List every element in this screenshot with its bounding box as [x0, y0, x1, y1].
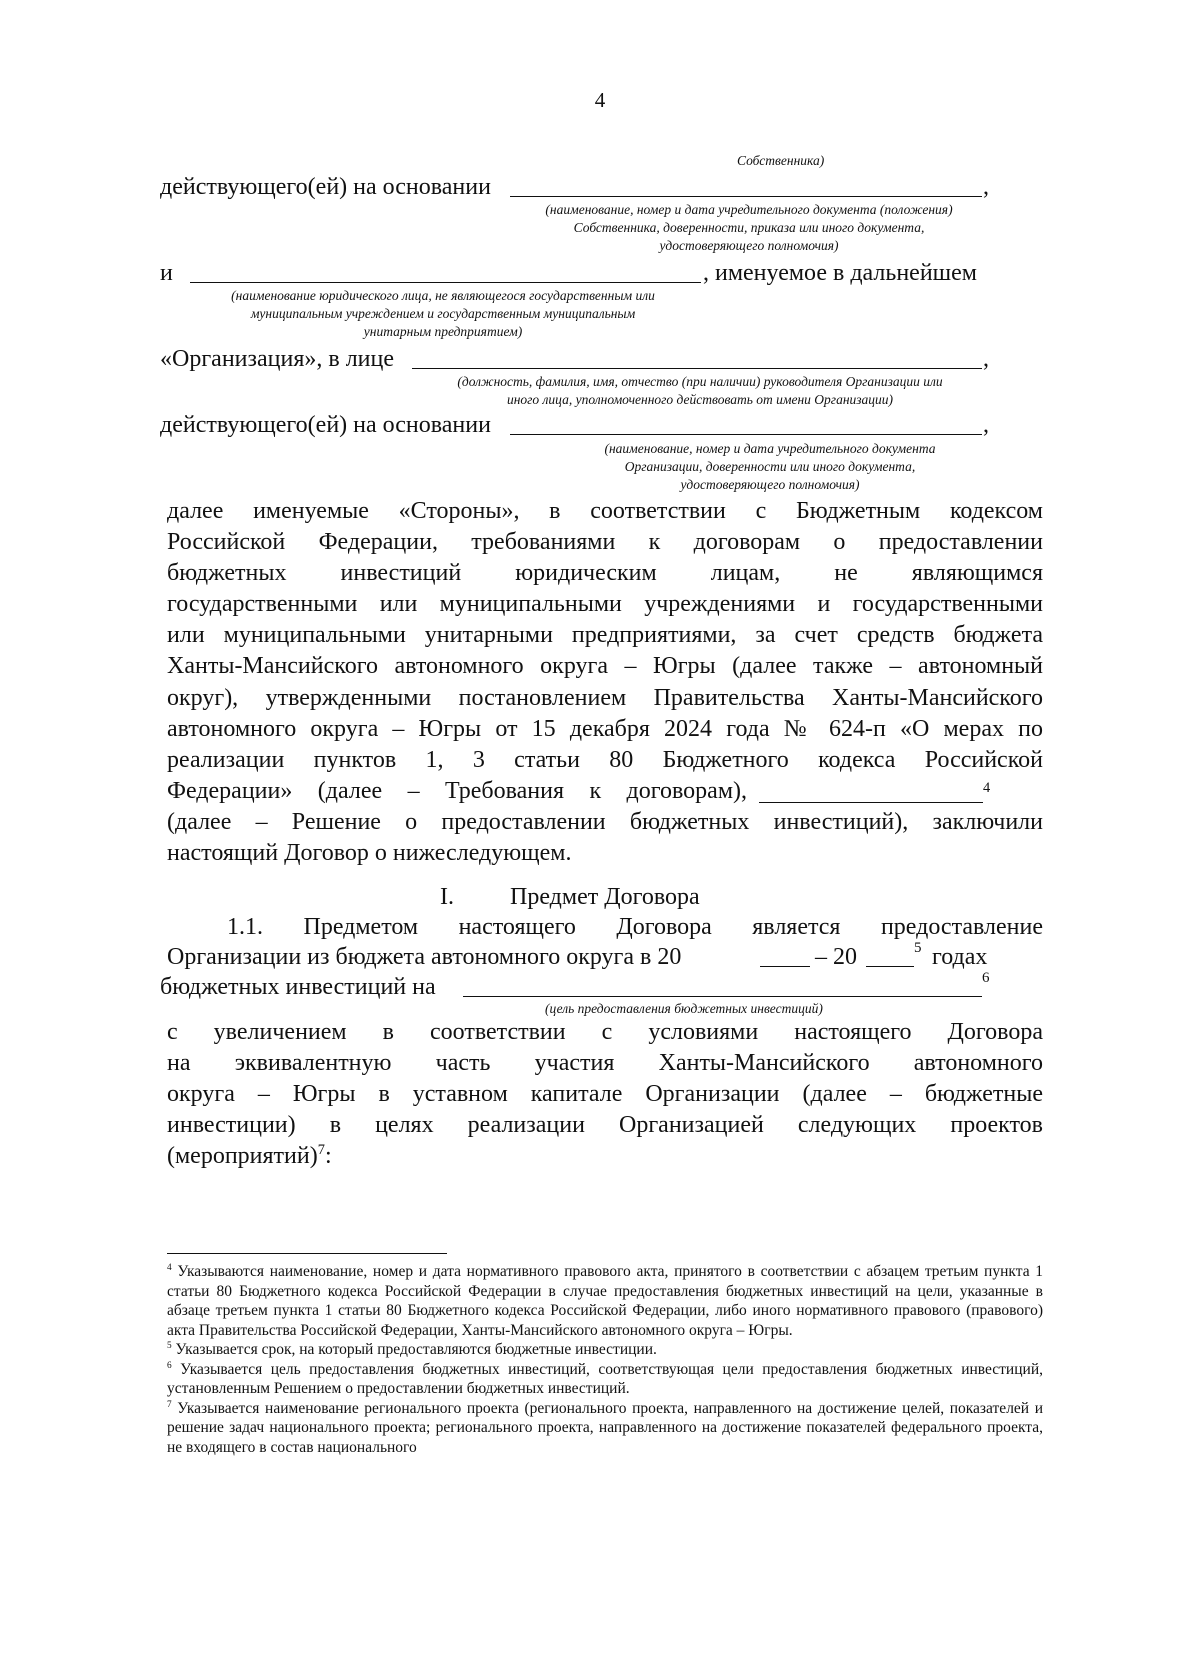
note-line: (наименование, номер и дата учредительного документа: [604, 441, 936, 456]
footnote-ref-7: 7: [317, 1142, 325, 1159]
investment-purpose-label: бюджетных инвестиций на: [160, 974, 436, 1000]
paragraph-line: [167, 1141, 1043, 1172]
investment-purpose-note: (цель предоставления бюджетных инвестиций): [545, 1001, 823, 1016]
note-line: Организации, доверенности или иного документа,: [624, 459, 916, 474]
organization-basis-field[interactable]: [510, 410, 982, 435]
footnote-text: Указывается срок, на который предоставляются бюджетные инвестиции.: [175, 1341, 657, 1358]
paragraph-line: реализации пунктов 1, 3 статьи 80 Бюджетного кодекса Российской: [167, 746, 1043, 773]
paragraph-line: округ), утвержденными постановлением Правительства Ханты-Мансийского: [167, 684, 1043, 711]
section-title: Предмет Договора: [510, 884, 700, 910]
hereinafter-suffix: , именуемое в дальнейшем: [703, 260, 977, 286]
page-number: 4: [594, 88, 606, 112]
paragraph-line: далее именуемые «Стороны», в соответствии с Бюджетным кодексом: [167, 498, 1043, 524]
footnote-ref-5: 5: [914, 940, 922, 956]
paragraph-line: автономного округа – Югры от 15 декабря 2024 года № 624-п «О мерах по: [167, 715, 1043, 742]
organization-basis-note: [560, 440, 980, 494]
footnote-ref-6: 6: [982, 970, 990, 986]
clause-1-1-continuation: [167, 1017, 1043, 1172]
organization-note: [178, 287, 708, 341]
projects-word: (мероприятий): [167, 1143, 318, 1170]
footnotes: [167, 1262, 1043, 1457]
parties-paragraph: [167, 496, 1043, 869]
basis-line-organization: действующего(ей) на основании: [160, 412, 491, 438]
paragraph-line: (далее – Решение о предоставлении бюджетных инвестиций), заключили: [167, 808, 1043, 835]
paragraph-line: инвестиции) в целях реализации Организацией следующих проектов: [167, 1112, 1043, 1139]
basis-document-field[interactable]: [510, 172, 982, 197]
footnote-mark: 5: [167, 1340, 172, 1351]
section-number: I.: [440, 884, 454, 910]
paragraph-line: округа – Югры в уставном капитале Организации (далее – бюджетные: [167, 1081, 1043, 1108]
note-line: Собственника, доверенности, приказа или иного документа,: [573, 220, 925, 235]
paragraph-line: настоящий Договор о нижеследующем.: [167, 839, 572, 866]
organization-person-label: «Организация», в лице: [160, 346, 395, 372]
comma: ,: [983, 412, 989, 438]
paragraph-line: Российской Федерации, требованиями к договорам о предоставлении: [167, 529, 1043, 556]
note-line: удостоверяющего полномочия): [659, 238, 839, 253]
footnote-7: [167, 1399, 1043, 1458]
note-line: муниципальным учреждением и государственным муниципальным: [250, 306, 636, 321]
footnote-mark: 4: [167, 1262, 172, 1273]
paragraph-line: на эквивалентную часть участия Ханты-Мансийского автономного: [167, 1050, 1043, 1077]
paragraph-line-with-blank: Федерации» (далее – Требования к договорам), 4: [167, 776, 1043, 807]
end-year-field[interactable]: [866, 942, 914, 967]
decision-act-field[interactable]: [759, 778, 983, 803]
paragraph-line: или муниципальными унитарными предприятиями, за счет средств бюджета: [167, 622, 1043, 649]
footnote-text: Указываются наименование, номер и дата нормативного правового акта, принятого в соответствии с абзацем третьим пункта 1 статьи 80 Бюджетного кодекса Российской Федерации в случае предоставления бюджетных инвестиций на цели, указанные в абзаце третьем пункта 1 статьи 80 Бюджетного кодекса Российской Федерации, либо иного нормативного правового (правового) акта Правительства Российской Федерации, Ханты-Мансийского автономного округа – Югры.: [167, 1263, 1044, 1339]
note-line: (наименование, номер и дата учредительного документа (положения): [545, 202, 953, 217]
note-line: иного лица, уполномоченного действовать от имени Организации): [506, 392, 894, 407]
basis-line-owner: [160, 172, 491, 202]
representative-note: [410, 373, 990, 409]
organization-name-field[interactable]: [190, 258, 701, 283]
clause-1-1-years-text: Организации из бюджета автономного округа в 20: [167, 944, 682, 970]
footnote-text: Указывается цель предоставления бюджетных инвестиций, соответствующая цели предоставления бюджетных инвестиций, установленным Решением о предоставлении бюджетных инвестиций.: [167, 1360, 1043, 1397]
footnote-4: [167, 1262, 1043, 1340]
footnote-mark: 6: [167, 1360, 172, 1371]
investment-purpose-field[interactable]: [463, 972, 982, 997]
note-line: (наименование юридического лица, не являющегося государственным или: [231, 288, 655, 303]
paragraph-line: Ханты-Мансийского автономного округа – Югры (далее также – автономный: [167, 653, 1043, 680]
footnote-6: [167, 1360, 1043, 1399]
paragraph-line: бюджетных инвестиций юридическим лицам, не являющимся: [167, 560, 1043, 587]
start-year-field[interactable]: [760, 942, 810, 967]
basis-label: действующего(ей) на основании: [160, 174, 491, 200]
footnote-text: Указывается наименование регионального проекта (регионального проекта, направленного на достижение целей, показателей и решение задач национального проекта; регионального проекта, направленного на достижение показателей федерального проекта, не входящего в состав национального: [167, 1399, 1043, 1456]
basis-note-owner: [510, 201, 988, 255]
and-prefix: и: [160, 260, 173, 286]
paragraph-line: Федерации» (далее – Требования к договорам),: [167, 777, 747, 804]
years-word: годах: [932, 944, 988, 970]
footnote-separator: [167, 1253, 447, 1254]
note-line: (должность, фамилия, имя, отчество (при наличии) руководителя Организации или: [457, 374, 943, 389]
colon: :: [324, 1143, 332, 1170]
clause-1-1-line: 1.1. Предметом настоящего Договора является предоставление: [227, 914, 1043, 940]
comma: ,: [983, 346, 989, 372]
note-line: унитарным предприятием): [363, 324, 523, 339]
note-line: удостоверяющего полномочия): [680, 477, 860, 492]
representative-field[interactable]: [412, 344, 982, 369]
footnote-5: [167, 1340, 1043, 1360]
paragraph-line: с увеличением в соответствии с условиями настоящего Договора: [167, 1019, 1043, 1045]
owner-note-tail: Собственника): [737, 153, 825, 168]
comma: ,: [983, 174, 989, 200]
paragraph-line: государственными или муниципальными учреждениями и государственными: [167, 591, 1043, 618]
year-dash: – 20: [815, 944, 857, 970]
footnote-mark: 7: [167, 1399, 172, 1410]
